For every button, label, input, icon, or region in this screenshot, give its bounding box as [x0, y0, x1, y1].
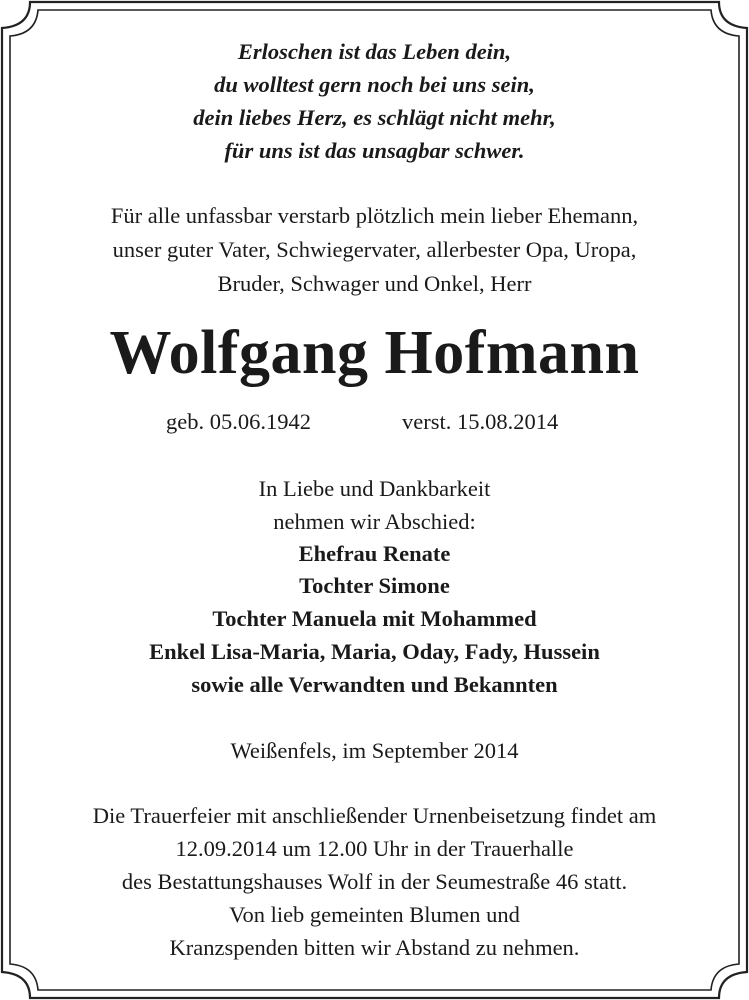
intro-line: Für alle unfassbar verstarb plötzlich mein lieber Ehemann,	[110, 203, 639, 228]
poem-line: Erloschen ist das Leben dein,	[237, 39, 512, 64]
mourner-line: Tochter Manuela mit Mohammed	[212, 606, 537, 631]
death-date: verst. 15.08.2014	[402, 409, 559, 434]
mourner-line: sowie alle Verwandten und Bekannten	[191, 672, 558, 697]
poem-line: für uns ist das unsagbar schwer.	[224, 138, 525, 163]
poem-line: dein liebes Herz, es schlägt nicht mehr,	[193, 105, 556, 130]
birth-date: geb. 05.06.1942	[166, 409, 311, 434]
farewell-line: nehmen wir Abschied:	[273, 509, 476, 534]
funeral-line: 12.09.2014 um 12.00 Uhr in der Trauerhalle	[175, 836, 574, 861]
poem-line: du wolltest gern noch bei uns sein,	[214, 72, 535, 97]
intro-line: unser guter Vater, Schwiegervater, allerbester Opa, Uropa,	[112, 237, 637, 262]
funeral-line: Die Trauerfeier mit anschließender Urnenbeisetzung findet am	[92, 803, 657, 828]
funeral-line: Kranzspenden bitten wir Abstand zu nehmen.	[169, 935, 580, 960]
mourner-line: Ehefrau Renate	[298, 541, 451, 566]
deceased-name: Wolfgang Hofmann	[109, 319, 640, 387]
funeral-line: Von lieb gemeinten Blumen und	[229, 902, 520, 927]
place-date: Weißenfels, im September 2014	[230, 738, 519, 763]
intro-line: Bruder, Schwager und Onkel, Herr	[217, 271, 532, 296]
mourner-line: Enkel Lisa-Maria, Maria, Oday, Fady, Hussein	[149, 639, 600, 664]
farewell-line: In Liebe und Dankbarkeit	[258, 476, 491, 501]
mourner-line: Tochter Simone	[299, 573, 450, 598]
funeral-line: des Bestattungshauses Wolf in der Seumestraße 46 statt.	[121, 869, 628, 894]
